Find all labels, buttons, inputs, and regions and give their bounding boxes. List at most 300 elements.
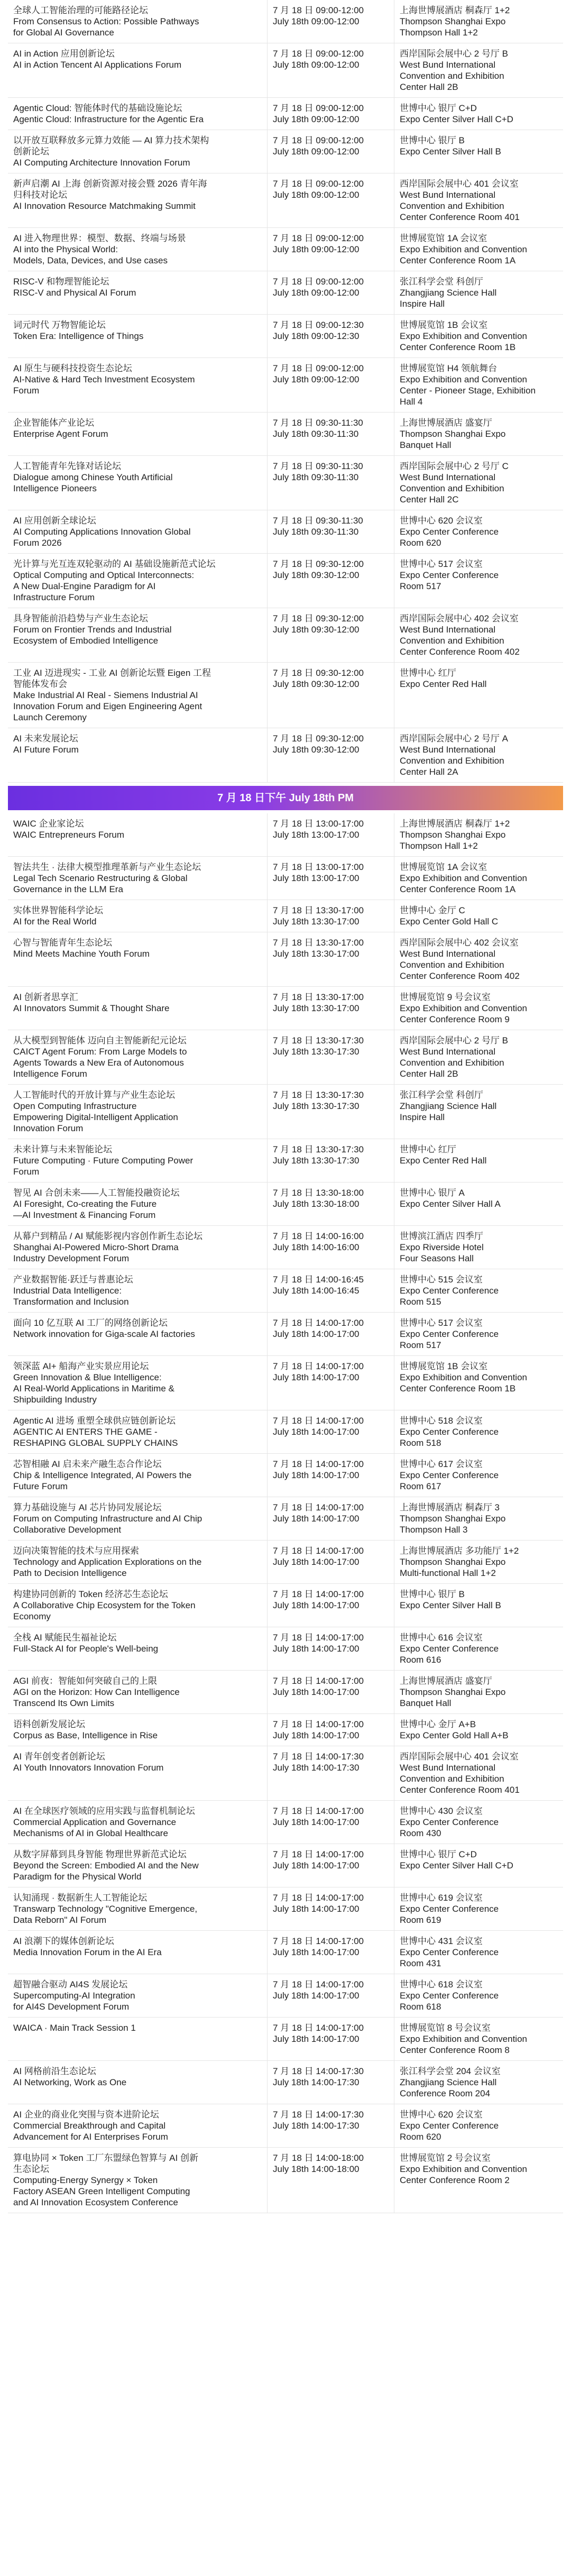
venue-cell xyxy=(394,98,563,130)
forum-name-cell xyxy=(8,1269,267,1312)
table-row xyxy=(8,813,563,857)
venue-cell xyxy=(394,1627,563,1670)
forum-name: Agentic Cloud: Infrastructure for the Agentic Era xyxy=(13,114,204,124)
venue-name: Convention and Exhibition xyxy=(400,71,504,81)
forum-name: AI Real-World Applications in Maritime & xyxy=(13,1383,174,1394)
venue-name: Hall 4 xyxy=(400,397,423,407)
venue-name: 西岸国际会展中心 2 号厅 B xyxy=(400,1035,508,1046)
time-cell xyxy=(267,358,394,412)
session-time: 7 月 18 日 14:00-17:00 xyxy=(273,1502,364,1512)
venue-cell xyxy=(394,1085,563,1139)
venue-name: Expo Center Conference xyxy=(400,1329,499,1339)
time-cell xyxy=(267,1887,394,1930)
forum-name-cell xyxy=(8,1887,267,1930)
forum-name: Launch Ceremony xyxy=(13,712,87,722)
forum-name: Forum on Frontier Trends and Industrial xyxy=(13,625,172,635)
venue-name: Inspire Hall xyxy=(400,299,445,309)
forum-name: Ecosystem of Embodied Intelligence xyxy=(13,636,159,646)
session-time: 7 月 18 日 14:00-17:00 xyxy=(273,1459,364,1469)
venue-name: Thompson Hall 3 xyxy=(400,1525,468,1535)
venue-name: Room 620 xyxy=(400,538,441,548)
venue-cell xyxy=(394,1714,563,1746)
time-cell xyxy=(267,1541,394,1583)
forum-name: Industry Development Forum xyxy=(13,1253,130,1263)
table-row xyxy=(8,98,563,130)
forum-name: Media Innovation Forum in the AI Era xyxy=(13,1947,162,1957)
venue-name: West Bund International xyxy=(400,1047,496,1057)
session-time: 7 月 18 日 09:00-12:00 xyxy=(273,233,364,243)
venue-name: 世博中心 红厅 xyxy=(400,1144,456,1154)
forum-name: Token Era: Intelligence of Things xyxy=(13,331,144,341)
session-time: 7 月 18 日 09:30-12:00 xyxy=(273,613,364,624)
session-time: 7 月 18 日 14:00-16:45 xyxy=(273,1275,364,1285)
session-time: 7 月 18 日 09:30-11:30 xyxy=(273,418,363,428)
table-row xyxy=(8,1746,563,1801)
forum-name: Economy xyxy=(13,1611,51,1621)
table-row xyxy=(8,43,563,98)
session-time: July 18th 14:00-17:00 xyxy=(273,1372,360,1382)
venue-cell xyxy=(394,2148,563,2213)
venue-cell xyxy=(394,1030,563,1084)
venue-name: Zhangjiang Science Hall xyxy=(400,288,497,298)
venue-name: West Bund International xyxy=(400,190,496,200)
session-time: July 18th 14:00-17:00 xyxy=(273,1687,360,1697)
session-time: July 18th 13:30-17:00 xyxy=(273,949,360,959)
session-time: 7 月 18 日 14:00-16:00 xyxy=(273,1231,364,1241)
forum-name-cell xyxy=(8,1671,267,1713)
venue-name: 上海世博展酒店 桐森厅 1+2 xyxy=(400,819,510,829)
table-row xyxy=(8,1844,563,1887)
session-time: July 18th 14:00-17:00 xyxy=(273,1329,360,1339)
forum-name: AI 未来发展论坛 xyxy=(13,734,78,744)
venue-name: Room 619 xyxy=(400,1915,441,1925)
time-cell xyxy=(267,130,394,173)
forum-name: Forum xyxy=(13,386,40,396)
venue-name: Conference Room 204 xyxy=(400,2088,491,2098)
venue-name: Center Conference Room 1A xyxy=(400,884,516,894)
time-cell xyxy=(267,987,394,1030)
forum-name-cell xyxy=(8,1714,267,1746)
venue-name: Room 430 xyxy=(400,1828,441,1838)
forum-name-cell xyxy=(8,1931,267,1974)
venue-name: 世博中心 430 会议室 xyxy=(400,1806,483,1816)
table-row xyxy=(8,2104,563,2148)
table-row xyxy=(8,0,563,43)
venue-name: Zhangjiang Science Hall xyxy=(400,2077,497,2087)
session-time: 7 月 18 日 14:00-17:00 xyxy=(273,1676,364,1686)
session-time: July 18th 13:30-17:30 xyxy=(273,1047,360,1057)
time-cell xyxy=(267,43,394,97)
time-cell xyxy=(267,2148,394,2213)
venue-name: 世博中心 616 会议室 xyxy=(400,1633,483,1643)
forum-name-cell xyxy=(8,173,267,227)
table-row xyxy=(8,857,563,900)
venue-name: Center Conference Room 1B xyxy=(400,342,516,352)
venue-name: Expo Exhibition and Convention xyxy=(400,331,527,341)
forum-name: 从幕户到精品 / AI 赋能影视内容创作新生态论坛 xyxy=(13,1231,202,1241)
venue-name: 世博中心 红厅 xyxy=(400,668,456,678)
forum-name: Models, Data, Devices, and Use cases xyxy=(13,255,168,265)
forum-name-cell xyxy=(8,728,267,782)
time-cell xyxy=(267,1313,394,1355)
time-cell xyxy=(267,1497,394,1540)
session-time: July 18th 13:30-18:00 xyxy=(273,1199,360,1209)
venue-name: 上海世博展酒店 桐森厅 3 xyxy=(400,1502,500,1512)
forum-name: 企业智能体产业论坛 xyxy=(13,418,94,428)
venue-name: Thompson Shanghai Expo xyxy=(400,1514,506,1524)
forum-name: CAICT Agent Forum: From Large Models to xyxy=(13,1047,187,1057)
forum-name: 人工智能青年先锋对话论坛 xyxy=(13,461,121,471)
venue-name: Four Seasons Hall xyxy=(400,1253,474,1263)
table-row xyxy=(8,510,563,554)
forum-name: Forum on Computing Infrastructure and AI Chip xyxy=(13,1514,202,1524)
forum-name: WAIC Entrepreneurs Forum xyxy=(13,830,125,840)
time-cell xyxy=(267,1226,394,1269)
venue-cell xyxy=(394,1801,563,1844)
forum-name: Chip & Intelligence Integrated, AI Powers the xyxy=(13,1470,192,1480)
venue-name: 世博中心 银厅 B xyxy=(400,135,465,145)
venue-cell xyxy=(394,1974,563,2017)
forum-name-cell xyxy=(8,315,267,357)
venue-name: Convention and Exhibition xyxy=(400,756,504,766)
time-cell xyxy=(267,456,394,510)
venue-cell xyxy=(394,43,563,97)
session-time: July 18th 14:00-17:00 xyxy=(273,1904,360,1914)
venue-name: Expo Center Silver Hall B xyxy=(400,1600,501,1610)
forum-name: Forum xyxy=(13,1167,40,1177)
venue-name: Expo Exhibition and Convention xyxy=(400,873,527,883)
section-header: 7 月 18 日下午 July 18th PM xyxy=(8,786,563,810)
forum-name: AI Innovation Resource Matchmaking Summit xyxy=(13,201,196,211)
forum-name: RISC-V and Physical AI Forum xyxy=(13,288,136,298)
session-time: July 18th 14:00-17:30 xyxy=(273,2077,360,2087)
venue-name: Convention and Exhibition xyxy=(400,960,504,970)
venue-name: Center Conference Room 402 xyxy=(400,647,520,657)
venue-name: 世博展览馆 9 号会议室 xyxy=(400,992,491,1002)
time-cell xyxy=(267,1182,394,1225)
forum-name: AI Foresight, Co-creating the Future xyxy=(13,1199,157,1209)
venue-name: 世博中心 617 会议室 xyxy=(400,1459,483,1469)
table-row xyxy=(8,1226,563,1269)
forum-name-cell xyxy=(8,358,267,412)
session-time: July 18th 13:30-17:30 xyxy=(273,1156,360,1166)
forum-name: Data Reborn" AI Forum xyxy=(13,1915,107,1925)
forum-name: —AI Investment & Financing Forum xyxy=(13,1210,156,1220)
session-time: 7 月 18 日 09:00-12:00 xyxy=(273,135,364,145)
venue-name: Convention and Exhibition xyxy=(400,483,504,493)
forum-name: AI-Native & Hard Tech Investment Ecosystem xyxy=(13,374,195,384)
venue-name: 世博展览馆 2 号会议室 xyxy=(400,2153,491,2163)
forum-name: Corpus as Base, Intelligence in Rise xyxy=(13,1730,158,1740)
venue-cell xyxy=(394,857,563,900)
venue-name: West Bund International xyxy=(400,949,496,959)
session-time: July 18th 13:00-17:00 xyxy=(273,830,360,840)
table-row xyxy=(8,130,563,173)
table-row xyxy=(8,1584,563,1627)
forum-name-cell xyxy=(8,1844,267,1887)
session-time: July 18th 09:30-12:00 xyxy=(273,570,360,580)
venue-name: Expo Center Silver Hall C+D xyxy=(400,1860,513,1871)
venue-cell xyxy=(394,900,563,932)
forum-name: Intelligence Forum xyxy=(13,1069,87,1079)
forum-name: 智能体发布会 xyxy=(13,679,67,689)
venue-name: West Bund International xyxy=(400,1763,496,1773)
session-time: 7 月 18 日 09:00-12:30 xyxy=(273,320,364,330)
forum-name: 光计算与光互连双轮驱动的 AI 基础设施新范式论坛 xyxy=(13,559,216,569)
session-time: 7 月 18 日 14:00-17:00 xyxy=(273,1589,364,1599)
venue-cell xyxy=(394,228,563,271)
time-cell xyxy=(267,1627,394,1670)
forum-name: 智见 AI 合创未来——人工智能投融资论坛 xyxy=(13,1188,180,1198)
session-time: 7 月 18 日 14:00-17:00 xyxy=(273,1546,364,1556)
forum-name-cell xyxy=(8,2104,267,2147)
table-row xyxy=(8,932,563,987)
forum-name: AGI on the Horizon: How Can Intelligence xyxy=(13,1687,180,1697)
forum-name: 算力基础设施与 AI 芯片协同发展论坛 xyxy=(13,1502,162,1512)
forum-name: Agentic Cloud: 智能体时代的基础设施论坛 xyxy=(13,103,182,113)
session-time: 7 月 18 日 14:00-17:00 xyxy=(273,2023,364,2033)
session-time: 7 月 18 日 13:30-17:30 xyxy=(273,1090,364,1100)
table-row xyxy=(8,987,563,1030)
session-time: 7 月 18 日 14:00-17:00 xyxy=(273,1979,364,1990)
venue-cell xyxy=(394,1844,563,1887)
venue-cell xyxy=(394,412,563,455)
venue-name: Room 431 xyxy=(400,1958,441,1968)
venue-name: Thompson Shanghai Expo xyxy=(400,1557,506,1567)
session-time: 7 月 18 日 13:30-17:00 xyxy=(273,938,364,948)
forum-name: AGI 前夜：智能如何突破自己的上限 xyxy=(13,1676,158,1686)
forum-name: RESHAPING GLOBAL SUPPLY CHAINS xyxy=(13,1438,178,1448)
session-time: July 18th 09:00-12:00 xyxy=(273,288,360,298)
session-time: July 18th 09:00-12:00 xyxy=(273,190,360,200)
time-cell xyxy=(267,1974,394,2017)
forum-name-cell xyxy=(8,43,267,97)
session-time: July 18th 09:30-12:00 xyxy=(273,745,360,755)
session-time: 7 月 18 日 09:00-12:00 xyxy=(273,103,364,113)
venue-name: Inspire Hall xyxy=(400,1112,445,1122)
forum-name: 实体世界智能科学论坛 xyxy=(13,905,103,915)
forum-name-cell xyxy=(8,2061,267,2104)
forum-name-cell xyxy=(8,813,267,856)
venue-name: 世博中心 619 会议室 xyxy=(400,1893,483,1903)
forum-name: for Global AI Governance xyxy=(13,27,114,38)
session-time: July 18th 09:30-11:30 xyxy=(273,527,359,537)
table-row xyxy=(8,1887,563,1931)
table-row xyxy=(8,2018,563,2061)
forum-name: 新声启潮 AI 上海 创新资源对接会暨 2026 青年海 xyxy=(13,179,207,189)
venue-name: Center Conference Room 401 xyxy=(400,1785,520,1795)
venue-cell xyxy=(394,932,563,986)
forum-name: Industrial Data Intelligence: xyxy=(13,1286,122,1296)
venue-name: 世博中心 金厅 A+B xyxy=(400,1719,476,1729)
session-time: July 18th 09:30-11:30 xyxy=(273,472,359,482)
session-time: July 18th 09:00-12:00 xyxy=(273,374,360,384)
venue-cell xyxy=(394,1313,563,1355)
venue-cell xyxy=(394,663,563,728)
venue-name: 世博中心 515 会议室 xyxy=(400,1275,483,1285)
venue-name: Banquet Hall xyxy=(400,440,452,450)
venue-name: 世博中心 620 会议室 xyxy=(400,516,483,526)
venue-name: 世博展览馆 1A 会议室 xyxy=(400,862,487,872)
venue-name: Expo Exhibition and Convention xyxy=(400,374,527,384)
venue-name: Center Hall 2B xyxy=(400,82,458,92)
session-time: 7 月 18 日 13:30-17:30 xyxy=(273,1035,364,1046)
table-row xyxy=(8,456,563,510)
session-time: 7 月 18 日 13:30-17:00 xyxy=(273,905,364,915)
schedule-table xyxy=(8,0,563,2213)
forum-name: RISC-V 和物理智能论坛 xyxy=(13,277,109,287)
session-time: 7 月 18 日 13:30-18:00 xyxy=(273,1188,364,1198)
venue-cell xyxy=(394,130,563,173)
time-cell xyxy=(267,2104,394,2147)
table-row xyxy=(8,315,563,358)
forum-name: Open Computing Infrastructure xyxy=(13,1101,137,1111)
forum-name: 全球人工智能治理的可能路径论坛 xyxy=(13,5,148,15)
venue-name: Expo Exhibition and Convention xyxy=(400,244,527,254)
venue-name: Center Conference Room 8 xyxy=(400,2045,510,2055)
time-cell xyxy=(267,900,394,932)
venue-cell xyxy=(394,510,563,553)
venue-cell xyxy=(394,173,563,227)
venue-name: 世博中心 金厅 C xyxy=(400,905,465,915)
forum-name: 心智与智能青年生态论坛 xyxy=(13,938,112,948)
venue-name: 上海世博展酒店 桐森厅 1+2 xyxy=(400,5,510,15)
forum-name-cell xyxy=(8,1313,267,1355)
session-time: July 18th 14:00-17:00 xyxy=(273,1557,360,1567)
venue-name: Expo Center Conference xyxy=(400,1991,499,2001)
session-time: 7 月 18 日 14:00-18:00 xyxy=(273,2153,364,2163)
session-time: July 18th 14:00-17:30 xyxy=(273,1763,360,1773)
session-time: July 18th 14:00-17:00 xyxy=(273,1644,360,1654)
venue-name: Expo Center Conference xyxy=(400,1427,499,1437)
venue-cell xyxy=(394,1269,563,1312)
session-time: 7 月 18 日 13:30-17:00 xyxy=(273,992,364,1002)
venue-name: Center Conference Room 2 xyxy=(400,2175,510,2185)
session-time: 7 月 18 日 14:00-17:00 xyxy=(273,1893,364,1903)
forum-name: 词元时代 万物智能论坛 xyxy=(13,320,106,330)
venue-cell xyxy=(394,1356,563,1410)
session-time: July 18th 14:00-17:00 xyxy=(273,1991,360,2001)
venue-cell xyxy=(394,0,563,43)
venue-name: Center Conference Room 401 xyxy=(400,212,520,222)
venue-name: 上海世博展酒店 多功能厅 1+2 xyxy=(400,1546,519,1556)
forum-name: WAICA · Main Track Session 1 xyxy=(13,2023,136,2033)
venue-cell xyxy=(394,1410,563,1453)
forum-name-cell xyxy=(8,98,267,130)
session-time: 7 月 18 日 13:30-17:30 xyxy=(273,1144,364,1154)
venue-name: 世博展览馆 8 号会议室 xyxy=(400,2023,491,2033)
venue-name: 世博中心 517 会议室 xyxy=(400,1318,483,1328)
venue-name: Expo Center Conference xyxy=(400,1817,499,1827)
time-cell xyxy=(267,1356,394,1410)
forum-name: 归科技对论坛 xyxy=(13,190,67,200)
session-time: July 18th 14:00-17:30 xyxy=(273,2121,360,2131)
session-time: 7 月 18 日 09:00-12:00 xyxy=(273,363,364,373)
venue-name: Thompson Shanghai Expo xyxy=(400,429,506,439)
session-time: 7 月 18 日 14:00-17:00 xyxy=(273,1318,364,1328)
forum-name: Collaborative Development xyxy=(13,1525,122,1535)
venue-cell xyxy=(394,1541,563,1583)
session-time: July 18th 14:00-17:00 xyxy=(273,1600,360,1610)
venue-name: Expo Center Conference xyxy=(400,1904,499,1914)
table-row xyxy=(8,1714,563,1746)
forum-name-cell xyxy=(8,1454,267,1497)
forum-name: 全栈 AI 赋能民生福祉论坛 xyxy=(13,1633,117,1643)
venue-name: Room 616 xyxy=(400,1655,441,1665)
session-time: 7 月 18 日 09:00-12:00 xyxy=(273,179,364,189)
venue-name: 世博中心 518 会议室 xyxy=(400,1416,483,1426)
session-time: 7 月 18 日 14:00-17:30 xyxy=(273,1752,364,1762)
forum-name-cell xyxy=(8,1030,267,1084)
venue-name: Expo Center Conference xyxy=(400,1470,499,1480)
forum-name: A New Dual-Engine Paradigm for AI xyxy=(13,581,156,591)
time-cell xyxy=(267,1844,394,1887)
venue-cell xyxy=(394,728,563,782)
forum-name: 构建协同创新的 Token 经济芯生态论坛 xyxy=(13,1589,168,1599)
forum-name: Innovation Forum and Eigen Engineering Agent xyxy=(13,701,202,711)
forum-name: for AI4S Development Forum xyxy=(13,2002,130,2012)
venue-name: Expo Center Gold Hall A+B xyxy=(400,1730,509,1740)
session-time: 7 月 18 日 09:30-12:00 xyxy=(273,734,364,744)
session-time: July 18th 13:00-17:00 xyxy=(273,873,360,883)
forum-name: AI 进入物理世界：模型、数据、终端与场景 xyxy=(13,233,186,243)
venue-name: Thompson Hall 1+2 xyxy=(400,27,478,38)
session-time: July 18th 13:30-17:00 xyxy=(273,916,360,927)
session-time: July 18th 14:00-18:00 xyxy=(273,2164,360,2174)
time-cell xyxy=(267,932,394,986)
table-row xyxy=(8,358,563,412)
table-row xyxy=(8,1627,563,1671)
venue-cell xyxy=(394,813,563,856)
venue-name: Room 617 xyxy=(400,1481,441,1491)
session-time: 7 月 18 日 09:30-11:30 xyxy=(273,461,363,471)
venue-name: Room 618 xyxy=(400,2002,441,2012)
forum-name-cell xyxy=(8,1356,267,1410)
session-time: July 18th 09:30-12:00 xyxy=(273,625,360,635)
forum-name: AI 应用创新全球论坛 xyxy=(13,516,96,526)
forum-name-cell xyxy=(8,1541,267,1583)
forum-name: 芯智相融 AI 启未来产融生态合作论坛 xyxy=(13,1459,162,1469)
session-time: July 18th 09:00-12:00 xyxy=(273,114,360,124)
venue-cell xyxy=(394,1226,563,1269)
table-row xyxy=(8,663,563,728)
forum-name: Shanghai AI-Powered Micro-Short Drama xyxy=(13,1242,179,1252)
forum-name-cell xyxy=(8,1085,267,1139)
venue-name: Expo Exhibition and Convention xyxy=(400,2034,527,2044)
forum-name-cell xyxy=(8,1584,267,1627)
venue-name: Expo Center Red Hall xyxy=(400,1156,487,1166)
forum-name: Optical Computing and Optical Interconnects: xyxy=(13,570,195,580)
forum-name-cell xyxy=(8,228,267,271)
session-time: 7 月 18 日 09:30-11:30 xyxy=(273,516,363,526)
forum-name: Shipbuilding Industry xyxy=(13,1395,97,1405)
forum-name: AI 原生与硬科技投资生态论坛 xyxy=(13,363,132,373)
table-row xyxy=(8,2061,563,2104)
forum-name: Make Industrial AI Real - Siemens Industrial AI xyxy=(13,690,198,700)
forum-name: AI into the Physical World: xyxy=(13,244,118,254)
venue-name: 世博中心 银厅 C+D xyxy=(400,1849,477,1859)
time-cell xyxy=(267,1030,394,1084)
venue-cell xyxy=(394,2061,563,2104)
forum-name: Network innovation for Giga-scale AI factories xyxy=(13,1329,195,1339)
time-cell xyxy=(267,0,394,43)
forum-name: AI 创新者思享汇 xyxy=(13,992,78,1002)
session-time: July 18th 14:00-16:45 xyxy=(273,1286,360,1296)
table-row xyxy=(8,1931,563,1974)
venue-name: Convention and Exhibition xyxy=(400,201,504,211)
session-time: 7 月 18 日 14:00-17:00 xyxy=(273,1719,364,1729)
table-row xyxy=(8,728,563,783)
